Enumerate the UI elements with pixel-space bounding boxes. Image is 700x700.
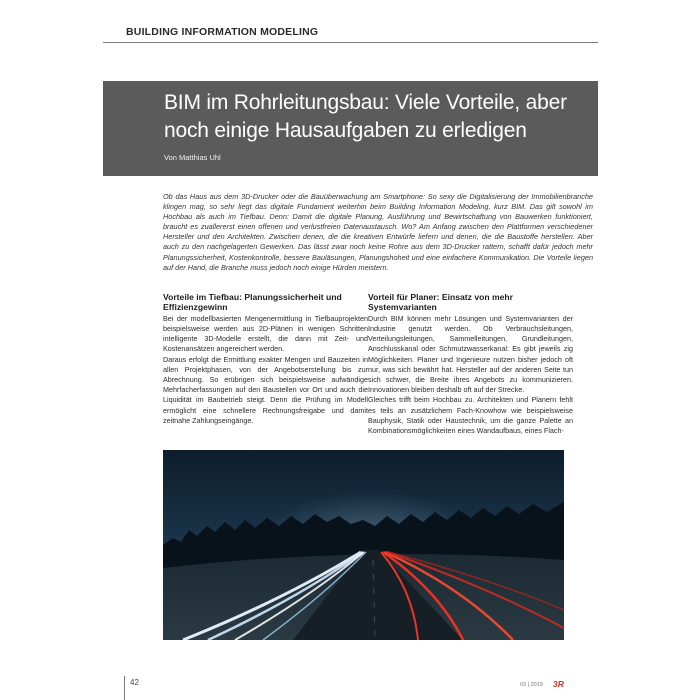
right-column-paragraph: Durch BIM können mehr Lösungen und Systemvarianten der Industrie genutzt werden. Ob Verbrauchsleitungen, Verteilungsleitungen, Sammelleitungen, Grundleitungen, Anschlusskanal oder Schmutzwasserkanal: Es gibt jeweils zig Möglichkeiten. Planer und Ingenieure nutzen bisher jedoch oft nur, was sich bewährt hat. Hersteller auf der anderen Seite tun sich schwer, die Breite ihres Angebots zu kommunizieren. Innovationen bleiben deshalb oft auf der Strecke. bbox=[368, 313, 573, 395]
article-title: BIM im Rohrleitungsbau: Viele Vorteile, aber noch einige Hausaufgaben zu erledigen bbox=[164, 91, 567, 142]
page-number: 42 bbox=[130, 678, 139, 687]
left-column-heading: Vorteile im Tiefbau: Planungssicherheit und Effizienzgewinn bbox=[163, 292, 342, 313]
publication-logo: 3R bbox=[553, 679, 564, 689]
right-column bbox=[368, 292, 573, 436]
section-tag: BUILDING INFORMATION MODELING bbox=[126, 26, 319, 38]
article-intro: Ob das Haus aus dem 3D-Drucker oder die Bauüberwachung am Smartphone: So sexy die Digitalisierung der Immobilienbranche klingen mag, so sehr liegt das digitale Fundament weiterhin beim Building Information Modeling, kurz BIM. Das gilt sowohl im Hochbau als auch im Tiefbau. Denn: Damit die digitale Planung, Ausführung und Bewirtschaftung von Bauwerken funktioniert, braucht es zuallererst einen offenen und verlustfreien Datenaustausch. Wo? Am Anfang zwischen den Plattformen verschiedener Hersteller und den Architekten. Zwischen denen, die die kreativen Entwürfe liefern und denen, die die Baustoffe herstellen. Aber auch zu den nachgelagerten Gewerken. Das lässt zwar noch keine Rohre aus dem 3D-Drucker rattern, schafft dafür jedoch mehr Planungssicherheit, Kostenkontrolle, bessere Bauläsungen, Planungshoheit und eine einfachere Kommunikation. Die Vorteile liegen auf der Hand, die Branche muss jedoch noch einige Hürden meistern. bbox=[163, 192, 593, 272]
left-column-paragraph: Bei der modellbasierten Mengenermittlung in Tiefbauprojekten beispielsweise werden aus 2D-Plänen in wenigen Schritten intelligente 3D-Modelle erstellt, die dann mit Zeit- und Kostenansätzen angereichert werden. bbox=[163, 313, 368, 354]
right-column-paragraph: Gleiches trifft beim Hochbau zu. Architekten und Planern fehlt es teils an zusätzlichem Fach-Knowhow wie beispielsweise Bauphysik, Statik oder Haustechnik, um die ganze Palette an Kombinationsmöglichkeiten eines Wandaufbaus, eines Flach- bbox=[368, 395, 573, 436]
article-author: Von Matthias Uhl bbox=[164, 153, 221, 162]
title-banner bbox=[103, 81, 598, 176]
issue-label: 03 | 2019 bbox=[520, 682, 543, 688]
footer-rule bbox=[124, 676, 125, 700]
left-column bbox=[163, 292, 368, 426]
header-rule bbox=[103, 42, 598, 43]
left-column-paragraph: Daraus erfolgt die Ermittlung exakter Mengen und Bauzeiten in allen Projektphasen, von der Angebotserstellung bis zur Abrechnung. So erübrigen sich beispielsweise aufwändige Mehrfacherfassungen auf den Baustellen vor Ort und auch die Liquidität im Baubetrieb steigt. Denn die Prüfung im Modell ermöglicht eine schnellere Rechnungsfreigabe und damit zeitnahe Zahlungseingänge. bbox=[163, 354, 368, 425]
highway-night-photo bbox=[163, 450, 564, 640]
right-column-heading: Vorteil für Planer: Einsatz von mehr Systemvarianten bbox=[368, 292, 514, 313]
